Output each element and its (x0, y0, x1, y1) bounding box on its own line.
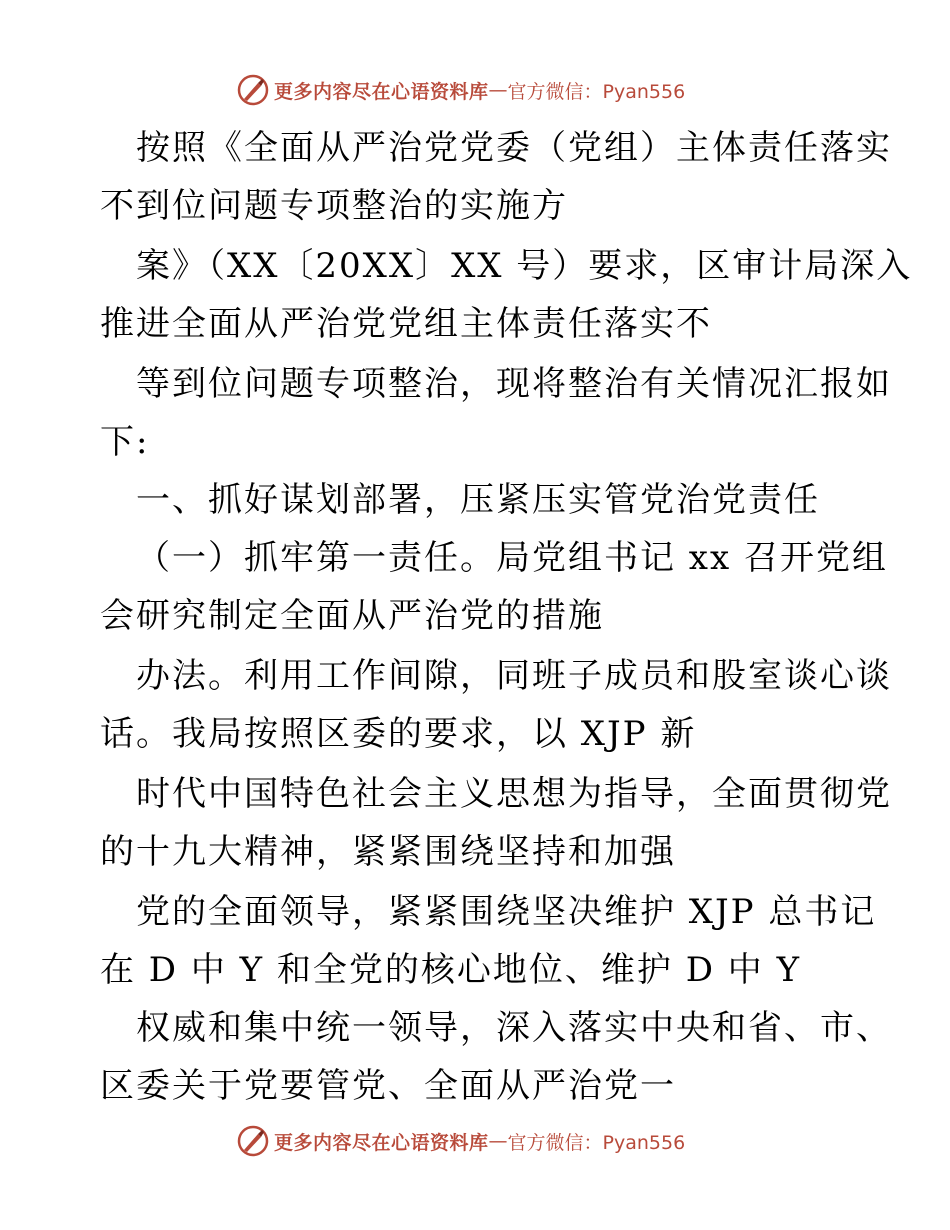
body-line: 时代中国特色社会主义思想为指导，全面贯彻党 (136, 774, 892, 814)
body-line: 案》（XX〔20XX〕XX 号）要求，区审计局深入 (136, 246, 913, 286)
body-line: 等到位问题专项整治，现将整治有关情况汇报如 (136, 364, 892, 404)
watermark-account: 官方微信：Pyan556 (507, 80, 686, 103)
pen-logo-icon (236, 73, 270, 107)
watermark-dash: — (488, 1130, 508, 1152)
body-line: （一）抓牢第一责任。局党组书记 xx 召开党组 (136, 538, 888, 578)
section-heading: 一、抓好谋划部署，压紧压实管党治党责任 (136, 480, 820, 520)
body-line: 办法。利用工作间隙，同班子成员和股室谈心谈 (136, 656, 892, 696)
body-line: 不到位问题专项整治的实施方 (100, 186, 568, 226)
watermark-account: 官方微信：Pyan556 (507, 1131, 686, 1154)
watermark-dash: — (488, 79, 508, 101)
body-line: 话。我局按照区委的要求，以 XJP 新 (100, 714, 697, 754)
body-line: 在 D 中 Y 和全党的核心地位、维护 D 中 Y (100, 950, 802, 990)
body-line: 区委关于党要管党、全面从严治党一 (100, 1066, 676, 1106)
watermark-text: 更多内容尽在心语资料库 (274, 80, 489, 103)
body-line: 党的全面领导，紧紧围绕坚决维护 XJP 总书记 (136, 892, 877, 932)
footer-watermark (236, 1123, 685, 1159)
body-line: 下: (100, 422, 150, 462)
body-line: 按照《全面从严治党党委（党组）主体责任落实 (136, 128, 892, 168)
body-line: 的十九大精神，紧紧围绕坚持和加强 (100, 832, 676, 872)
pen-logo-icon (236, 1124, 270, 1158)
body-line: 推进全面从严治党党组主体责任落实不 (100, 304, 712, 344)
body-line: 会研究制定全面从严治党的措施 (100, 596, 604, 636)
header-watermark (236, 72, 685, 108)
body-line: 权威和集中统一领导，深入落实中央和省、市、 (136, 1008, 892, 1048)
watermark-text: 更多内容尽在心语资料库 (274, 1131, 489, 1154)
